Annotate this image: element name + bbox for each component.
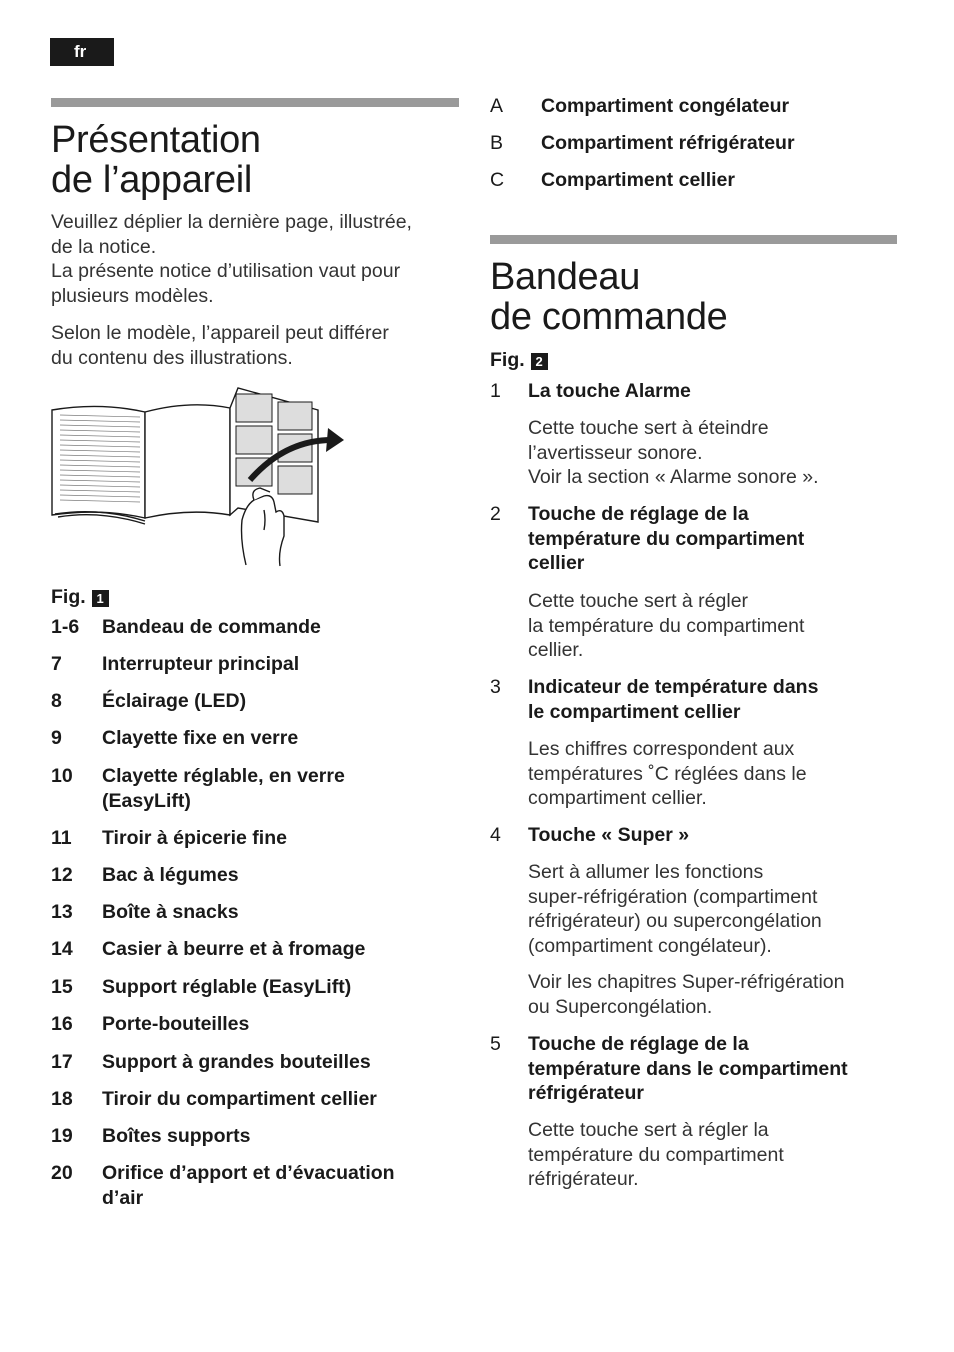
item-number: 12 <box>51 864 73 886</box>
item-label: Boîte à snacks <box>102 901 239 923</box>
title-line-1: Bandeau <box>490 256 641 298</box>
list-item <box>51 1012 461 1037</box>
item-number: 19 <box>51 1125 73 1147</box>
title-line-1: Présentation <box>51 119 261 161</box>
compartment-letter: B <box>490 132 504 154</box>
control-item <box>490 675 900 724</box>
compartment-label: Compartiment congélateur <box>541 95 790 117</box>
list-item <box>51 1124 461 1149</box>
list-item <box>51 937 461 962</box>
compartment-letter: A <box>490 95 504 117</box>
intro-paragraph-2: Selon le modèle, l’appareil peut différer du contenu des illustrations. <box>51 322 389 369</box>
item-number: 14 <box>51 938 73 960</box>
item-label: Support réglable (EasyLift) <box>102 976 352 998</box>
intro-paragraph-1: Veuillez déplier la dernière page, illustrée, de la notice. La présente notice d’utilisation vaut pour plusieurs modèles. <box>51 211 412 307</box>
control-title: Touche « Super » <box>528 824 690 846</box>
figure-1-caption: Fig. 1 <box>51 585 109 609</box>
control-item <box>490 502 900 576</box>
unfold-manual-illustration <box>50 380 350 570</box>
list-item <box>51 1161 461 1211</box>
list-item <box>51 764 461 814</box>
list-item <box>51 900 461 925</box>
item-number: 20 <box>51 1162 73 1184</box>
control-item <box>490 823 900 848</box>
title-line-2: de l’appareil <box>51 159 253 201</box>
compartment-item <box>490 168 900 193</box>
list-item <box>51 1050 461 1075</box>
item-number: 1-6 <box>51 616 80 638</box>
item-number: 16 <box>51 1013 73 1035</box>
control-description: Cette touche sert à régler la température du compartiment réfrigérateur. <box>528 1119 784 1190</box>
item-label: Bac à légumes <box>102 864 239 886</box>
item-number: 8 <box>51 690 62 712</box>
language-tag: fr <box>50 38 114 66</box>
control-number: 5 <box>490 1033 501 1055</box>
item-label: Tiroir à épicerie fine <box>102 827 287 849</box>
list-item <box>51 652 461 677</box>
control-title: Touche de réglage de la température dans le compartiment réfrigérateur <box>528 1033 848 1104</box>
compartment-label: Compartiment réfrigérateur <box>541 132 795 154</box>
control-description: Cette touche sert à éteindre l’avertisseur sonore. Voir la section « Alarme sonore ». <box>528 417 819 488</box>
item-label: Boîtes supports <box>102 1125 251 1147</box>
item-label: Interrupteur principal <box>102 653 300 675</box>
item-label: Tiroir du compartiment cellier <box>102 1088 377 1110</box>
section-rule-right <box>490 235 897 244</box>
item-number: 17 <box>51 1051 73 1073</box>
control-number: 2 <box>490 503 501 525</box>
list-item <box>51 726 461 751</box>
item-label: Bandeau de commande <box>102 616 321 638</box>
item-number: 15 <box>51 976 73 998</box>
list-item <box>51 826 461 851</box>
control-description: Cette touche sert à régler la température du compartiment cellier. <box>528 590 805 661</box>
control-description: Les chiffres correspondent aux températures ˚C réglées dans le compartiment cellier. <box>528 738 807 809</box>
control-number: 4 <box>490 824 501 846</box>
control-title: Touche de réglage de la température du compartiment cellier <box>528 503 805 574</box>
item-number: 13 <box>51 901 73 923</box>
section-rule-left <box>51 98 459 107</box>
control-description: Sert à allumer les fonctions super-réfrigération (compartiment réfrigérateur) ou supercongélation (compartiment congélateur). <box>528 861 822 957</box>
item-label: Casier à beurre et à fromage <box>102 938 366 960</box>
section-title-presentation <box>51 120 261 200</box>
item-label: Clayette réglable, en verre (EasyLift) <box>102 765 345 812</box>
title-line-2: de commande <box>490 296 728 338</box>
item-label: Support à grandes bouteilles <box>102 1051 371 1073</box>
item-number: 11 <box>51 827 72 849</box>
control-item <box>490 379 900 404</box>
control-item <box>490 1032 900 1106</box>
section-title-bandeau <box>490 257 728 337</box>
list-item <box>51 615 461 640</box>
figure-2-caption: Fig. 2 <box>490 348 548 372</box>
control-number: 3 <box>490 676 501 698</box>
item-number: 9 <box>51 727 62 749</box>
list-item <box>51 863 461 888</box>
list-item <box>51 1087 461 1112</box>
item-label: Orifice d’apport et d’évacuation d’air <box>102 1162 395 1209</box>
item-number: 18 <box>51 1088 73 1110</box>
list-item <box>51 975 461 1000</box>
item-label: Éclairage (LED) <box>102 690 247 712</box>
item-number: 7 <box>51 653 62 675</box>
control-description: Voir les chapitres Super-réfrigération ou Supercongélation. <box>528 971 845 1018</box>
control-title: Indicateur de température dans le compartiment cellier <box>528 676 819 723</box>
compartment-label: Compartiment cellier <box>541 169 735 191</box>
item-label: Porte-bouteilles <box>102 1013 250 1035</box>
control-number: 1 <box>490 380 501 402</box>
compartment-item <box>490 131 900 156</box>
list-item <box>51 689 461 714</box>
item-label: Clayette fixe en verre <box>102 727 299 749</box>
item-number: 10 <box>51 765 73 787</box>
compartment-item <box>490 94 900 119</box>
control-title: La touche Alarme <box>528 380 691 402</box>
compartment-letter: C <box>490 169 505 191</box>
